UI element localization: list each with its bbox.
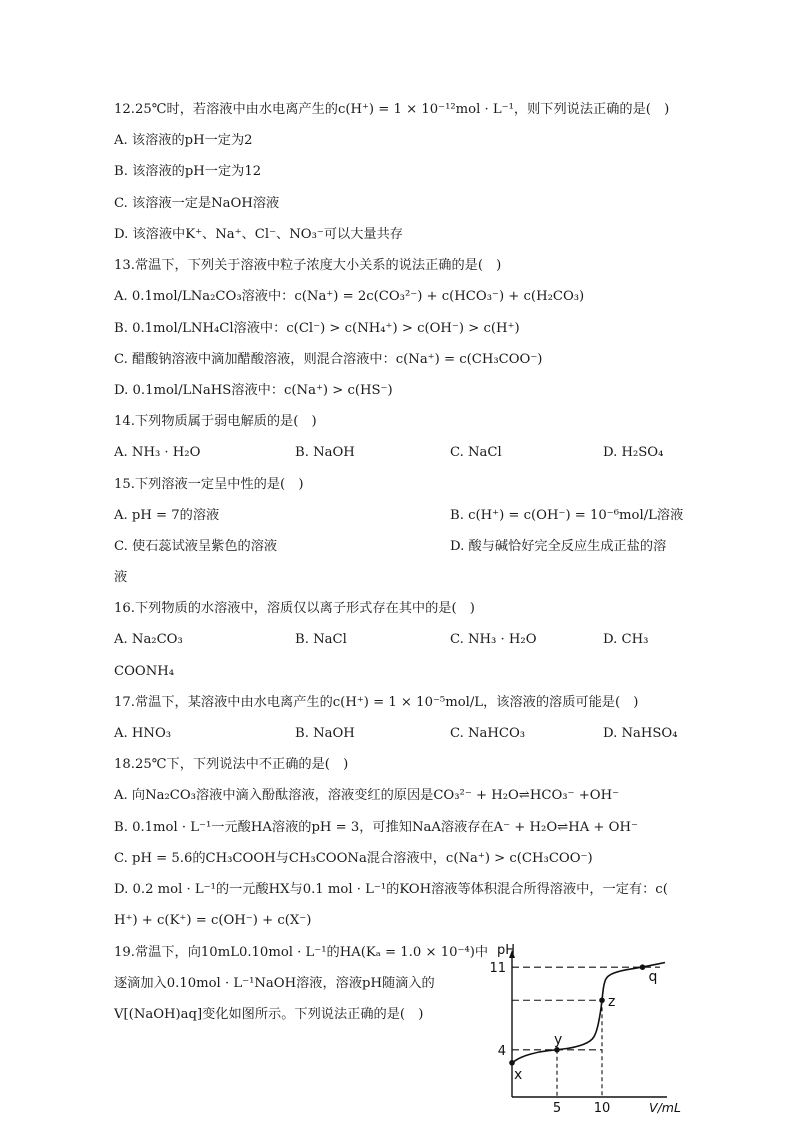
- y-axis-label: pH: [496, 943, 516, 958]
- point-y: [554, 1047, 560, 1053]
- q14-option-d: D. H₂SO₄: [603, 445, 664, 460]
- point-x: [509, 1060, 515, 1066]
- point-label-q: q: [648, 969, 658, 986]
- point-label-y: y: [554, 1031, 563, 1048]
- q19-stem-line3: V[(NaOH)aq]变化如图所示。下列说法正确的是( ): [114, 1007, 424, 1022]
- x-axis-label: V/mL: [649, 1100, 681, 1115]
- q13-stem: 13.常温下，下列关于溶液中粒子浓度大小关系的说法正确的是( ): [114, 258, 502, 273]
- x-tick-label-5: 5: [552, 1101, 562, 1116]
- q13-option-c: C. 醋酸钠溶液中滴加醋酸溶液，则混合溶液中：c(Na⁺) = c(CH₃COO⁻): [114, 352, 543, 367]
- titration-curve-chart: [485, 940, 685, 1120]
- q15-option-c: C. 使石蕊试液呈紫色的溶液: [114, 539, 278, 554]
- q17-option-d: D. NaHSO₄: [603, 726, 678, 741]
- q18-option-d: D. 0.2 mol · L⁻¹的一元酸HX与0.1 mol · L⁻¹的KOH溶液等体积混合所得溶液中，一定有：c(: [114, 882, 668, 897]
- q15-stem: 15.下列溶液一定呈中性的是( ): [114, 477, 304, 492]
- q12-option-d: D. 该溶液中K⁺、Na⁺、Cl⁻、NO₃⁻可以大量共存: [114, 227, 403, 242]
- q12-option-c: C. 该溶液一定是NaOH溶液: [114, 196, 280, 211]
- y-tick-label-4: 4: [497, 1043, 506, 1059]
- q13-option-a: A. 0.1mol/LNa₂CO₃溶液中：c(Na⁺) = 2c(CO₃²⁻) + c(HCO₃⁻) + c(H₂CO₃): [114, 289, 585, 304]
- q14-stem: 14.下列物质属于弱电解质的是( ): [114, 414, 317, 429]
- q19-stem-line1: 19.常温下，向10mL0.10mol · L⁻¹的HA(Kₐ = 1.0 × 10⁻⁴)中: [114, 945, 489, 960]
- q15-option-d: D. 酸与碱恰好完全反应生成正盐的溶: [450, 539, 667, 554]
- q18-stem: 18.25℃下，下列说法中不正确的是( ): [114, 757, 349, 772]
- point-label-z: z: [608, 994, 616, 1011]
- q14-option-b: B. NaOH: [295, 445, 355, 460]
- q14-option-a: A. NH₃ · H₂O: [114, 445, 201, 460]
- point-z: [599, 997, 605, 1003]
- q17-stem: 17.常温下，某溶液中由水电离产生的c(H⁺) = 1 × 10⁻⁵mol/L，该溶液的溶质可能是( ): [114, 695, 639, 710]
- y-tick-label-11: 11: [489, 961, 506, 977]
- q15-option-a: A. pH = 7的溶液: [114, 508, 220, 523]
- q17-option-a: A. HNO₃: [114, 726, 172, 741]
- q12-stem: 12.25℃时，若溶液中由水电离产生的c(H⁺) = 1 × 10⁻¹²mol · L⁻¹，则下列说法正确的是( ): [114, 102, 670, 117]
- q16-option-b: B. NaCl: [295, 632, 347, 647]
- q18-option-a: A. 向Na₂CO₃溶液中滴入酚酞溶液，溶液变红的原因是CO₃²⁻ + H₂O⇌HCO₃⁻ +OH⁻: [114, 788, 620, 803]
- q15-option-d-continued: 液: [114, 570, 128, 585]
- q12-option-a: A. 该溶液的pH一定为2: [114, 133, 253, 148]
- q18-option-b: B. 0.1mol · L⁻¹一元酸HA溶液的pH = 3，可推知NaA溶液存在A⁻ + H₂O⇌HA + OH⁻: [114, 820, 638, 835]
- x-tick-label-10: 10: [593, 1101, 611, 1116]
- q16-option-a: A. Na₂CO₃: [114, 632, 183, 647]
- q15-option-b: B. c(H⁺) = c(OH⁻) = 10⁻⁶mol/L溶液: [450, 508, 684, 523]
- q16-option-d: D. CH₃: [603, 632, 649, 647]
- q12-option-b: B. 该溶液的pH一定为12: [114, 164, 262, 179]
- titration-curve: [512, 962, 665, 1062]
- q18-option-c: C. pH = 5.6的CH₃COOH与CH₃COONa混合溶液中，c(Na⁺) > c(CH₃COO⁻): [114, 851, 593, 866]
- q17-option-c: C. NaHCO₃: [450, 726, 526, 741]
- q18-option-d-continued: H⁺) + c(K⁺) = c(OH⁻) + c(X⁻): [114, 913, 312, 928]
- q14-option-c: C. NaCl: [450, 445, 502, 460]
- q17-option-b: B. NaOH: [295, 726, 355, 741]
- q13-option-d: D. 0.1mol/LNaHS溶液中：c(Na⁺) > c(HS⁻): [114, 383, 393, 398]
- q16-stem: 16.下列物质的水溶液中，溶质仅以离子形式存在其中的是( ): [114, 601, 475, 616]
- q16-option-c: C. NH₃ · H₂O: [450, 632, 537, 647]
- q13-option-b: B. 0.1mol/LNH₄Cl溶液中：c(Cl⁻) > c(NH₄⁺) > c(OH⁻) > c(H⁺): [114, 321, 520, 336]
- q16-option-d-continued: COONH₄: [114, 664, 175, 679]
- point-label-x: x: [514, 1066, 523, 1083]
- point-q: [640, 964, 646, 970]
- q19-stem-line2: 逐滴加入0.10mol · L⁻¹NaOH溶液，溶液pH随滴入的: [114, 976, 435, 991]
